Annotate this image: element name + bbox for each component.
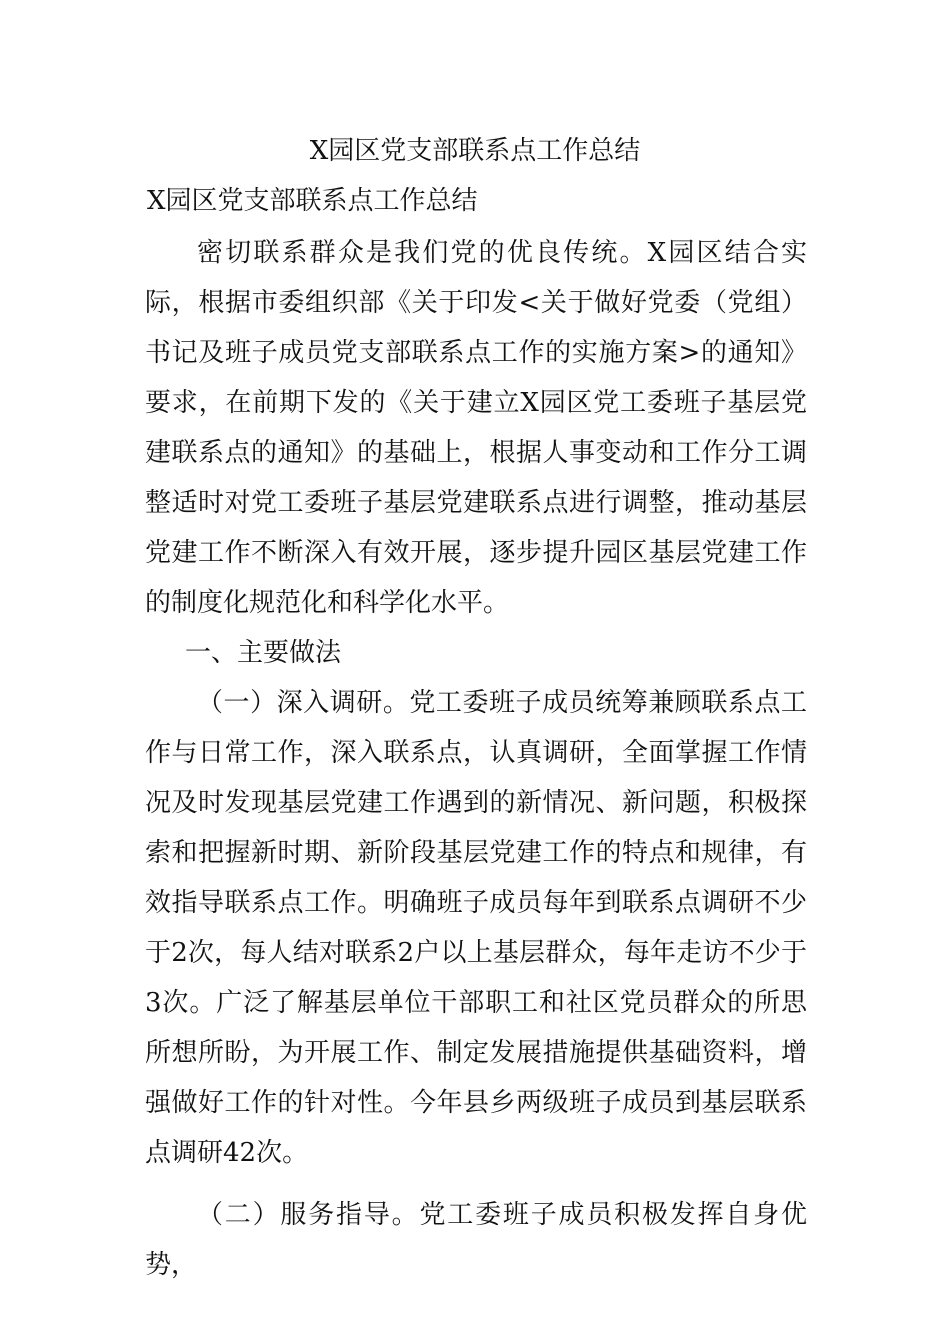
- paragraph-in-depth-research: （一）深入调研。党工委班子成员统筹兼顾联系点工作与日常工作，深入联系点，认真调研，全面掌握工作情况及时发现基层党建工作遇到的新情况、新问题，积极探索和把握新时期、新阶段基层党建工作的特点和规律，有效指导联系点工作。明确班子成员每年到联系点调研不少于2次，每人结对联系2户以上基层群众，每年走访不少于3次。广泛了解基层单位干部职工和社区党员群众的所思所想所盼，为开展工作、制定发展措施提供基础资料，增强做好工作的针对性。今年县乡两级班子成员到基层联系点调研42次。: [145, 688, 807, 1168]
- intro-paragraph: 密切联系群众是我们党的优良传统。X园区结合实际，根据市委组织部《关于印发<关于做好党委（党组）书记及班子成员党支部联系点工作的实施方案>的通知》要求，在前期下发的《关于建立X园区党工委班子基层党建联系点的通知》的基础上，根据人事变动和工作分工调整适时对党工委班子基层党建联系点进行调整，推动基层党建工作不断深入有效开展，逐步提升园区基层党建工作的制度化规范化和科学化水平。: [145, 238, 807, 618]
- paragraph-service-guidance: （二）服务指导。党工委班子成员积极发挥自身优势，: [145, 1200, 807, 1280]
- page-title: X园区党支部联系点工作总结: [309, 136, 641, 166]
- section-heading-main-practices: 一、主要做法: [185, 638, 342, 668]
- document-subtitle: X园区党支部联系点工作总结: [147, 186, 478, 216]
- document-body: [145, 228, 807, 1290]
